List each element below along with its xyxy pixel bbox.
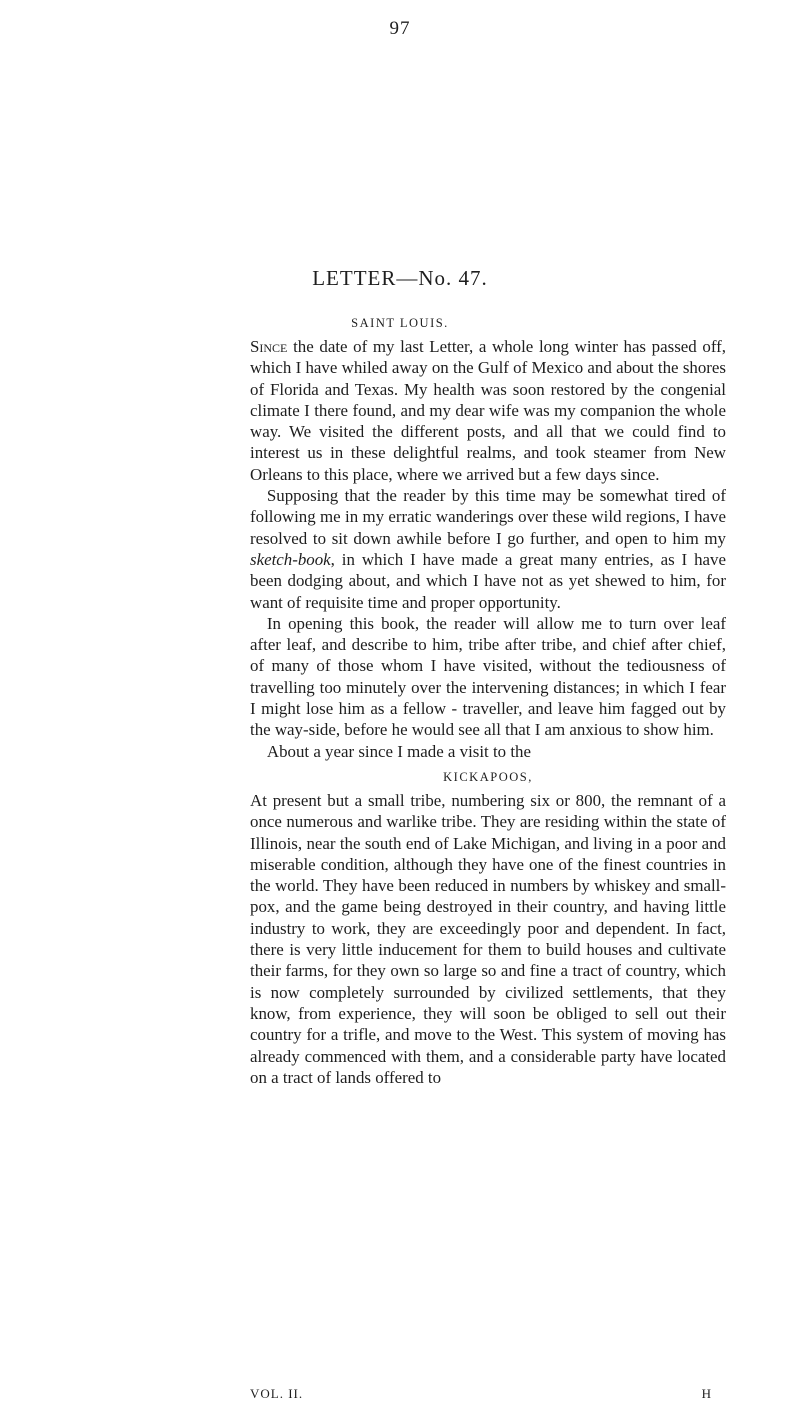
letter-subtitle: SAINT LOUIS. [351,316,449,330]
paragraph-3-text: In opening this book, the reader will allow me to turn over leaf after leaf, and describe to him, tribe after tribe, and chief after chief, of many of those whom I have visited, without the tediousness of travelling too minutely over the intervening distances; in which I fear I might lose him as a fellow - traveller, and leave him fagged out by the way-side, before he would see all that I am anxious to show him. [250,613,726,740]
paragraph-4 [250,741,726,762]
paragraph-5-text: At present but a small tribe, numbering six or 800, the remnant of a once numerous and warlike tribe. They are residing within the state of Illinois, near the south end of Lake Michigan, and living in a poor and miserable condition, although they have one of the finest countries in the world. They have been reduced in numbers by whiskey and small-pox, and the game being destroyed in their country, and having little industry to work, they are exceedingly poor and dependent. In fact, there is very little inducement for them to build houses and cultivate their farms, for they own so large so and fine a tract of country, which is now completely surrounded by civilized settlements, that they know, from experience, they will soon be obliged to sell out their country for a trifle, and move to the West. This system of moving has already commenced with them, and a considerable party have located on a tract of lands offered to [250,790,726,1087]
paragraph-2-text-a: Supposing that the reader by this time may be somewhat tired of following me in my erratic wanderings over these wild regions, I have resolved to sit down awhile before I go further, and open to him my [250,486,726,548]
letter-title: LETTER—No. 47. [312,266,488,290]
volume-label: VOL. II. [250,1386,304,1401]
letter-body [250,336,726,1088]
paragraph-3 [250,613,726,741]
paragraph-4-text: About a year since I made a visit to the [266,741,531,761]
page-footer [250,1386,726,1402]
section-heading: KICKAPOOS, [443,769,533,784]
sketch-book-term: sketch-book [250,549,331,569]
lead-word: Since [250,337,288,356]
paragraph-1-text: the date of my last Letter, a whole long winter has passed off, which I have whiled away on the Gulf of Mexico and about the shores of Florida and Texas. My health was soon restored by the congenial climate I there found, and my dear wife was my companion the whole way. We visited the different posts, and all that we could find to interest us in these delightful realms, and took steamer from New Orleans to this place, where we arrived but a few days since. [250,337,726,484]
paragraph-5 [250,790,726,1088]
signature-mark: H [701,1386,712,1401]
paragraph-2 [250,485,726,613]
page-number: 97 [389,18,411,39]
paragraph-2-text-b: , in which I have made a great many entries, as I have been dodging about, and which I have not as yet shewed to him, for want of requisite time and proper opportunity. [250,549,726,612]
paragraph-1 [250,336,726,485]
